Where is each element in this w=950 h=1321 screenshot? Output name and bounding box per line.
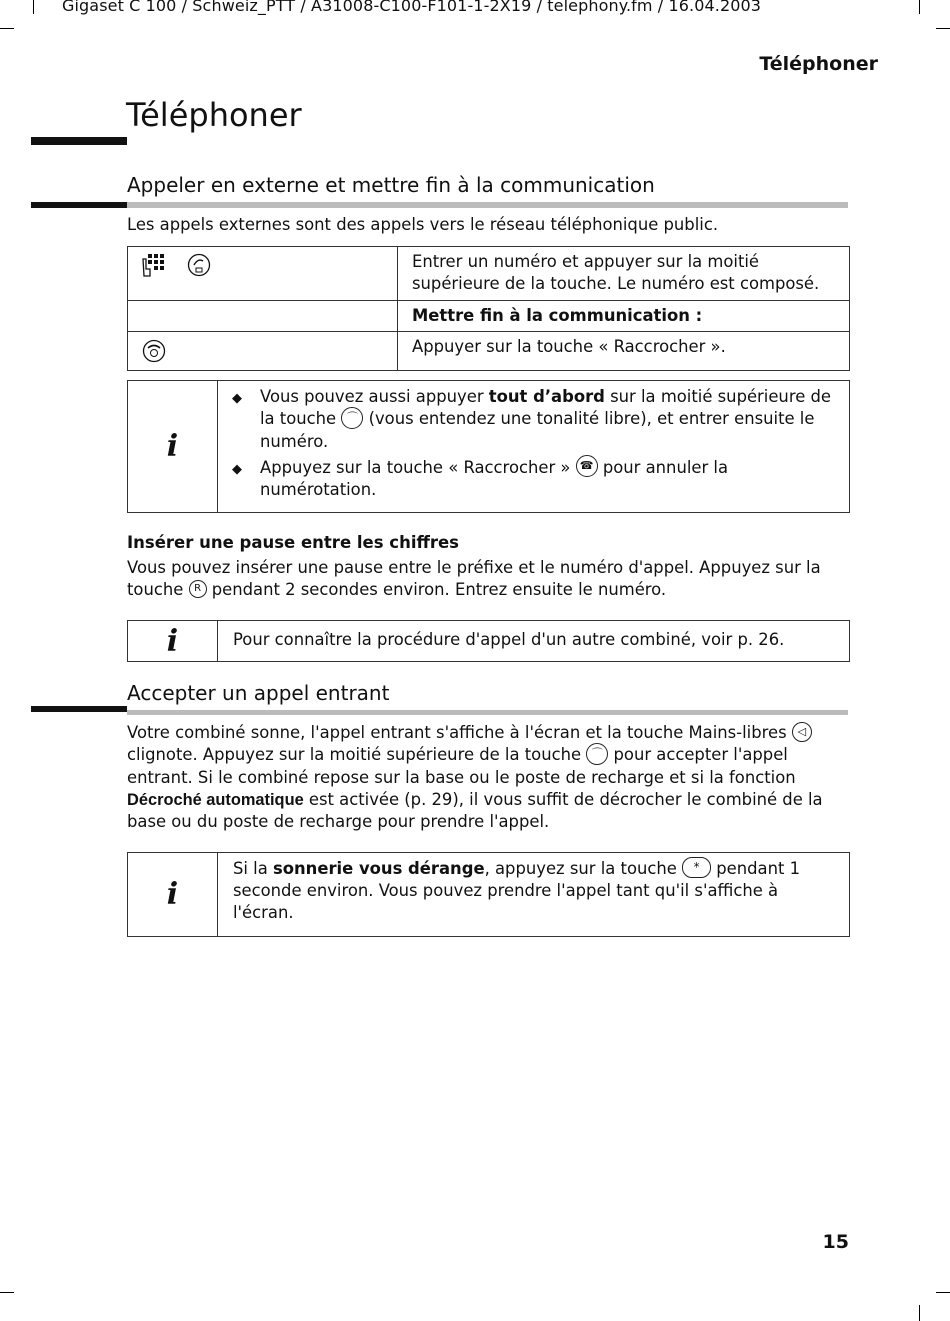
section-underline: [127, 710, 848, 715]
star-key-icon: *: [682, 857, 711, 878]
keypad-icon: [142, 253, 164, 277]
step-description: Appuyer sur la touche « Raccrocher ».: [398, 332, 850, 371]
crop-mark: [936, 28, 950, 29]
speaker-key-icon: ◁: [792, 722, 812, 742]
page-title: Téléphoner: [126, 96, 302, 134]
info-box: [127, 380, 850, 513]
crop-mark: [919, 1305, 920, 1321]
section-title: Appeler en externe et mettre fin à la communication: [127, 173, 655, 197]
diamond-bullet-icon: ◆: [232, 391, 242, 406]
section-underline: [127, 202, 848, 208]
end-call-key-icon: [142, 339, 166, 369]
crop-mark: [936, 1292, 950, 1293]
file-info-header: Gigaset C 100 / Schweiz_PTT / A31008-C100-F101-1-2X19 / telephony.fm / 16.04.2003: [62, 0, 762, 15]
table-row: [128, 301, 850, 332]
table-row: [128, 332, 850, 371]
info-icon: i: [128, 621, 218, 661]
crop-mark: [33, 0, 34, 14]
subheading: Insérer une pause entre les chiffres: [127, 533, 459, 552]
talk-key-icon: ⌒: [341, 407, 363, 429]
end-call-key-icon: ☎: [576, 455, 598, 477]
diamond-bullet-icon: ◆: [232, 461, 242, 477]
crop-mark: [919, 0, 920, 14]
info-icon: i: [128, 381, 218, 512]
section-rule: [31, 202, 127, 208]
info-text: Pour connaître la procédure d'appel d'un autre combiné, voir p. 26.: [233, 630, 785, 649]
info-box: i Si la sonnerie vous dérange, appuyez sur la touche * pendant 1 seconde environ. Vous pouvez prendre l'appel tant qu'il s'affiche à l'écran.: [127, 852, 850, 937]
table-row: [128, 247, 850, 301]
steps-table: [127, 246, 850, 371]
info-icon: i: [128, 853, 218, 936]
section-rule: [31, 706, 127, 712]
section-title: Accepter un appel entrant: [127, 681, 390, 705]
step-description: Entrer un numéro et appuyer sur la moitié supérieure de la touche. Le numéro est composé.: [398, 247, 850, 301]
talk-key-icon: [187, 253, 211, 283]
title-rule: [31, 137, 127, 145]
talk-key-icon: ⌒: [586, 743, 608, 765]
page-number: 15: [822, 1231, 849, 1253]
pause-paragraph: Vous pouvez insérer une pause entre le préfixe et le numéro d'appel. Appuyez sur la touche R pendant 2 secondes environ. Entrez ensuite le numéro.: [127, 558, 821, 600]
crop-mark: [0, 1292, 14, 1293]
step-heading: Mettre fin à la communication :: [398, 301, 850, 332]
list-item: ◆ Vous pouvez aussi appuyer tout d’abord sur la moitié supérieure de la touche ⌒ (vous entendez une tonalité libre), et entrer ensuite le numéro.: [232, 386, 839, 453]
incoming-call-paragraph: Votre combiné sonne, l'appel entrant s'affiche à l'écran et la touche Mains-libres ◁ clignote. Appuyez sur la moitié supérieure de la touche ⌒ pour accepter l'appel entrant. Si le combiné repose sur la base ou le poste de recharge et si la fonction Décroché automatique est activée (p. 29), il vous suffit de décrocher le combiné de la base ou du poste de recharge pour prendre l'appel.: [127, 723, 823, 832]
crop-mark: [0, 28, 14, 29]
running-head: Téléphoner: [759, 53, 878, 75]
info-box: [127, 620, 850, 662]
r-key-icon: R: [189, 580, 207, 598]
section-intro: Les appels externes sont des appels vers le réseau téléphonique public.: [127, 215, 719, 234]
list-item: ◆ Appuyez sur la touche « Raccrocher » ☎ pour annuler la numérotation.: [232, 457, 839, 502]
